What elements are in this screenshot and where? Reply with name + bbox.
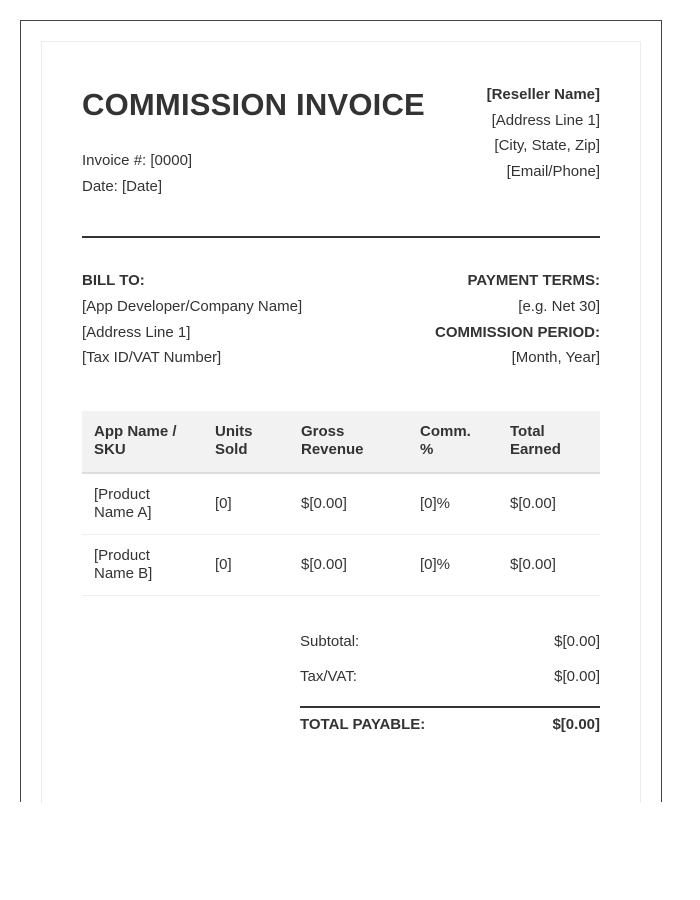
cell-gross-revenue: $[0.00]: [289, 535, 408, 596]
header-units-sold: Units Sold: [203, 411, 289, 473]
reseller-city: [City, State, Zip]: [494, 137, 600, 154]
total-payable-row: [300, 716, 600, 736]
cell-total-earned: $[0.00]: [498, 473, 600, 535]
subtotal-row: [300, 633, 600, 653]
invoice-date: Date: [Date]: [82, 178, 163, 195]
commission-period-heading: COMMISSION PERIOD:: [434, 324, 600, 341]
total-payable-label: TOTAL PAYABLE:: [300, 716, 426, 733]
payment-terms-heading: PAYMENT TERMS:: [467, 272, 600, 289]
cell-units-sold: [0]: [203, 473, 289, 535]
reseller-address: [Address Line 1]: [491, 112, 600, 129]
reseller-name: [Reseller Name]: [486, 86, 600, 103]
cell-app-name: [Product Name B]: [82, 535, 203, 596]
subtotal-label: Subtotal:: [300, 633, 360, 650]
cell-commission-percent: [0]%: [408, 473, 498, 535]
bill-to-company: [App Developer/Company Name]: [82, 298, 303, 315]
bill-to-heading: BILL TO:: [82, 272, 145, 289]
tax-row: [300, 668, 600, 688]
header-app-name: App Name / SKU: [82, 411, 203, 473]
invoice-number: Invoice #: [0000]: [82, 152, 193, 169]
header-commission-percent: Comm. %: [408, 411, 498, 473]
reseller-contact: [Email/Phone]: [506, 163, 600, 180]
table-header-row: [82, 411, 600, 473]
commission-period-value: [Month, Year]: [511, 349, 600, 366]
bill-to-tax-id: [Tax ID/VAT Number]: [82, 349, 222, 366]
cell-total-earned: $[0.00]: [498, 535, 600, 596]
cell-units-sold: [0]: [203, 535, 289, 596]
cell-commission-percent: [0]%: [408, 535, 498, 596]
header-gross-revenue: Gross Revenue: [289, 411, 408, 473]
header-divider: [82, 236, 600, 238]
line-items-table: [82, 411, 600, 596]
table-row: [82, 473, 600, 535]
payment-terms-value: [e.g. Net 30]: [518, 298, 600, 315]
total-payable-value: $[0.00]: [552, 716, 600, 733]
subtotal-value: $[0.00]: [554, 633, 600, 650]
header-total-earned: Total Earned: [498, 411, 600, 473]
invoice-title: COMMISSION INVOICE: [82, 87, 425, 122]
bill-to-address: [Address Line 1]: [82, 324, 191, 341]
tax-label: Tax/VAT:: [300, 668, 357, 685]
cell-app-name: [Product Name A]: [82, 473, 203, 535]
cell-gross-revenue: $[0.00]: [289, 473, 408, 535]
tax-value: $[0.00]: [554, 668, 600, 685]
table-row: [82, 535, 600, 596]
totals-divider: [300, 706, 600, 708]
